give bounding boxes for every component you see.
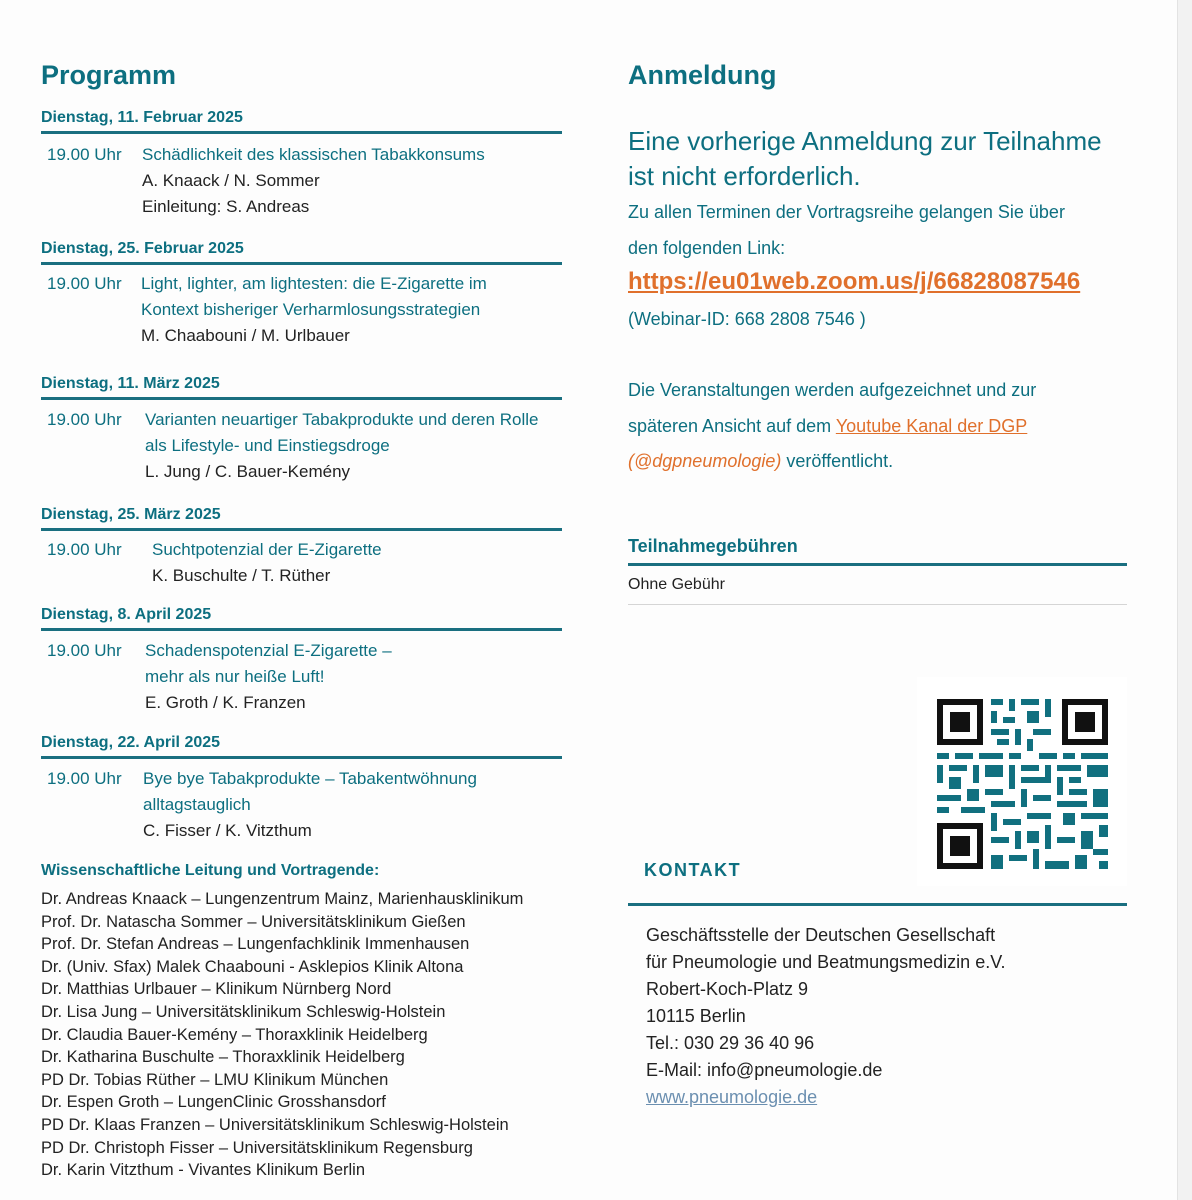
day-heading: Dienstag, 11. Februar 2025 bbox=[41, 109, 562, 134]
talk-speakers: A. Knaack / N. Sommer bbox=[142, 171, 320, 190]
program-slot bbox=[47, 271, 562, 351]
talk-title: Light, lighter, am lightesten: die E-Zigarette im bbox=[141, 274, 487, 293]
speaker-item: Dr. Espen Groth – LungenClinic Grosshansdorf bbox=[41, 1093, 386, 1112]
youtube-handle: (@dgpneumologie) bbox=[628, 451, 782, 471]
fees-heading: Teilnahmegebühren bbox=[628, 536, 1127, 566]
program-title: Programm bbox=[41, 60, 177, 90]
recording-text: späteren Ansicht auf dem bbox=[628, 416, 836, 436]
registration-notice-line: Eine vorherige Anmeldung zur Teilnahme bbox=[628, 126, 1102, 156]
contact-line: für Pneumologie und Beatmungsmedizin e.V. bbox=[646, 952, 1006, 972]
program-slot bbox=[47, 537, 562, 591]
talk-title: Bye bye Tabakprodukte – Tabakentwöhnung bbox=[143, 769, 477, 788]
day-heading: Dienstag, 11. März 2025 bbox=[41, 375, 562, 400]
slot-time: 19.00 Uhr bbox=[47, 410, 122, 429]
registration-notice bbox=[628, 124, 1128, 194]
qr-code bbox=[917, 677, 1127, 886]
talk-speakers: E. Groth / K. Franzen bbox=[145, 693, 306, 712]
recording-text: veröffentlicht. bbox=[781, 451, 894, 471]
zoom-link[interactable]: https://eu01web.zoom.us/j/66828087546 bbox=[628, 268, 1081, 295]
link-intro-line: Zu allen Terminen der Vortragsreihe gelangen Sie über bbox=[628, 202, 1065, 222]
program-slot bbox=[47, 407, 562, 487]
speaker-item: Dr. Andreas Knaack – Lungenzentrum Mainz, Marienhausklinikum bbox=[41, 890, 524, 908]
fees-value: Ohne Gebühr bbox=[628, 576, 1127, 605]
speaker-item: Dr. Karin Vitzthum - Vivantes Klinikum Berlin bbox=[41, 1161, 366, 1180]
webinar-id: (Webinar-ID: 668 2808 7546 ) bbox=[628, 309, 866, 329]
page-edge bbox=[1178, 0, 1192, 1200]
slot-time: 19.00 Uhr bbox=[47, 769, 122, 788]
speaker-item: PD Dr. Christoph Fisser – Universitätsklinikum Regensburg bbox=[41, 1138, 473, 1157]
link-intro-line: den folgenden Link: bbox=[628, 238, 786, 258]
slot-time: 19.00 Uhr bbox=[47, 274, 122, 293]
speaker-item: Dr. Claudia Bauer-Kemény – Thoraxklinik Heidelberg bbox=[41, 1025, 428, 1044]
speaker-item: PD Dr. Klaas Franzen – Universitätsklinikum Schleswig-Holstein bbox=[41, 1115, 509, 1134]
youtube-link[interactable]: Youtube Kanal der DGP bbox=[835, 416, 1028, 436]
speaker-item: Prof. Dr. Stefan Andreas – Lungenfachklinik Immenhausen bbox=[41, 935, 470, 954]
contact-block bbox=[646, 922, 1126, 1111]
qr-code-icon bbox=[917, 677, 1127, 886]
talk-intro: Einleitung: S. Andreas bbox=[142, 197, 310, 216]
talk-title: Schadenspotenzial E-Zigarette – bbox=[145, 641, 392, 660]
talk-title-cont: alltagstauglich bbox=[143, 795, 251, 814]
talk-title-cont: Kontext bisheriger Verharmlosungsstrategien bbox=[141, 300, 481, 319]
speaker-item: PD Dr. Tobias Rüther – LMU Klinikum München bbox=[41, 1070, 389, 1089]
registration-title: Anmeldung bbox=[628, 60, 777, 90]
contact-email[interactable]: E-Mail: info@pneumologie.de bbox=[646, 1060, 883, 1080]
slot-time: 19.00 Uhr bbox=[47, 145, 122, 164]
speaker-item: Dr. Matthias Urlbauer – Klinikum Nürnberg Nord bbox=[41, 980, 392, 999]
slot-time: 19.00 Uhr bbox=[47, 540, 122, 559]
registration-notice-line: ist nicht erforderlich. bbox=[628, 161, 861, 191]
contact-heading: KONTAKT bbox=[644, 860, 742, 880]
day-heading: Dienstag, 8. April 2025 bbox=[41, 606, 562, 631]
website-link[interactable]: www.pneumologie.de bbox=[646, 1087, 818, 1107]
talk-speakers: L. Jung / C. Bauer-Kemény bbox=[145, 462, 351, 481]
speaker-list bbox=[41, 888, 581, 1182]
talk-title: Schädlichkeit des klassischen Tabakkonsums bbox=[142, 145, 485, 164]
speaker-item: Dr. (Univ. Sfax) Malek Chaabouni - Asklepios Klinik Altona bbox=[41, 957, 464, 976]
talk-speakers: M. Chaabouni / M. Urlbauer bbox=[141, 326, 350, 345]
contact-line: Robert-Koch-Platz 9 bbox=[646, 979, 809, 999]
speaker-item: Dr. Lisa Jung – Universitätsklinikum Schleswig-Holstein bbox=[41, 1002, 446, 1021]
recording-line: Die Veranstaltungen werden aufgezeichnet und zur bbox=[628, 380, 1037, 400]
recording-line bbox=[628, 451, 1128, 472]
day-heading: Dienstag, 22. April 2025 bbox=[41, 734, 562, 759]
talk-title: Varianten neuartiger Tabakprodukte und deren Rolle bbox=[145, 410, 539, 429]
program-slot bbox=[47, 638, 562, 718]
day-heading: Dienstag, 25. März 2025 bbox=[41, 506, 562, 531]
leitung-heading: Wissenschaftliche Leitung und Vortragende: bbox=[41, 862, 380, 879]
contact-line: Tel.: 030 29 36 40 96 bbox=[646, 1033, 815, 1053]
contact-line: 10115 Berlin bbox=[646, 1006, 746, 1026]
speaker-item: Prof. Dr. Natascha Sommer – Universitätsklinikum Gießen bbox=[41, 912, 466, 931]
program-slot bbox=[47, 142, 562, 222]
talk-title: Suchtpotenzial der E-Zigarette bbox=[152, 540, 382, 559]
talk-title-cont: mehr als nur heiße Luft! bbox=[145, 667, 325, 686]
talk-speakers: C. Fisser / K. Vitzthum bbox=[143, 821, 312, 840]
day-heading: Dienstag, 25. Februar 2025 bbox=[41, 240, 562, 265]
slot-time: 19.00 Uhr bbox=[47, 641, 122, 660]
recording-line bbox=[628, 416, 1128, 437]
speaker-item: Dr. Katharina Buschulte – Thoraxklinik Heidelberg bbox=[41, 1048, 405, 1067]
talk-title-cont: als Lifestyle- und Einstiegsdroge bbox=[145, 436, 390, 455]
contact-divider bbox=[628, 903, 1127, 906]
program-slot bbox=[47, 766, 562, 846]
contact-line: Geschäftsstelle der Deutschen Gesellschaft bbox=[646, 925, 996, 945]
talk-speakers: K. Buschulte / T. Rüther bbox=[152, 566, 331, 585]
